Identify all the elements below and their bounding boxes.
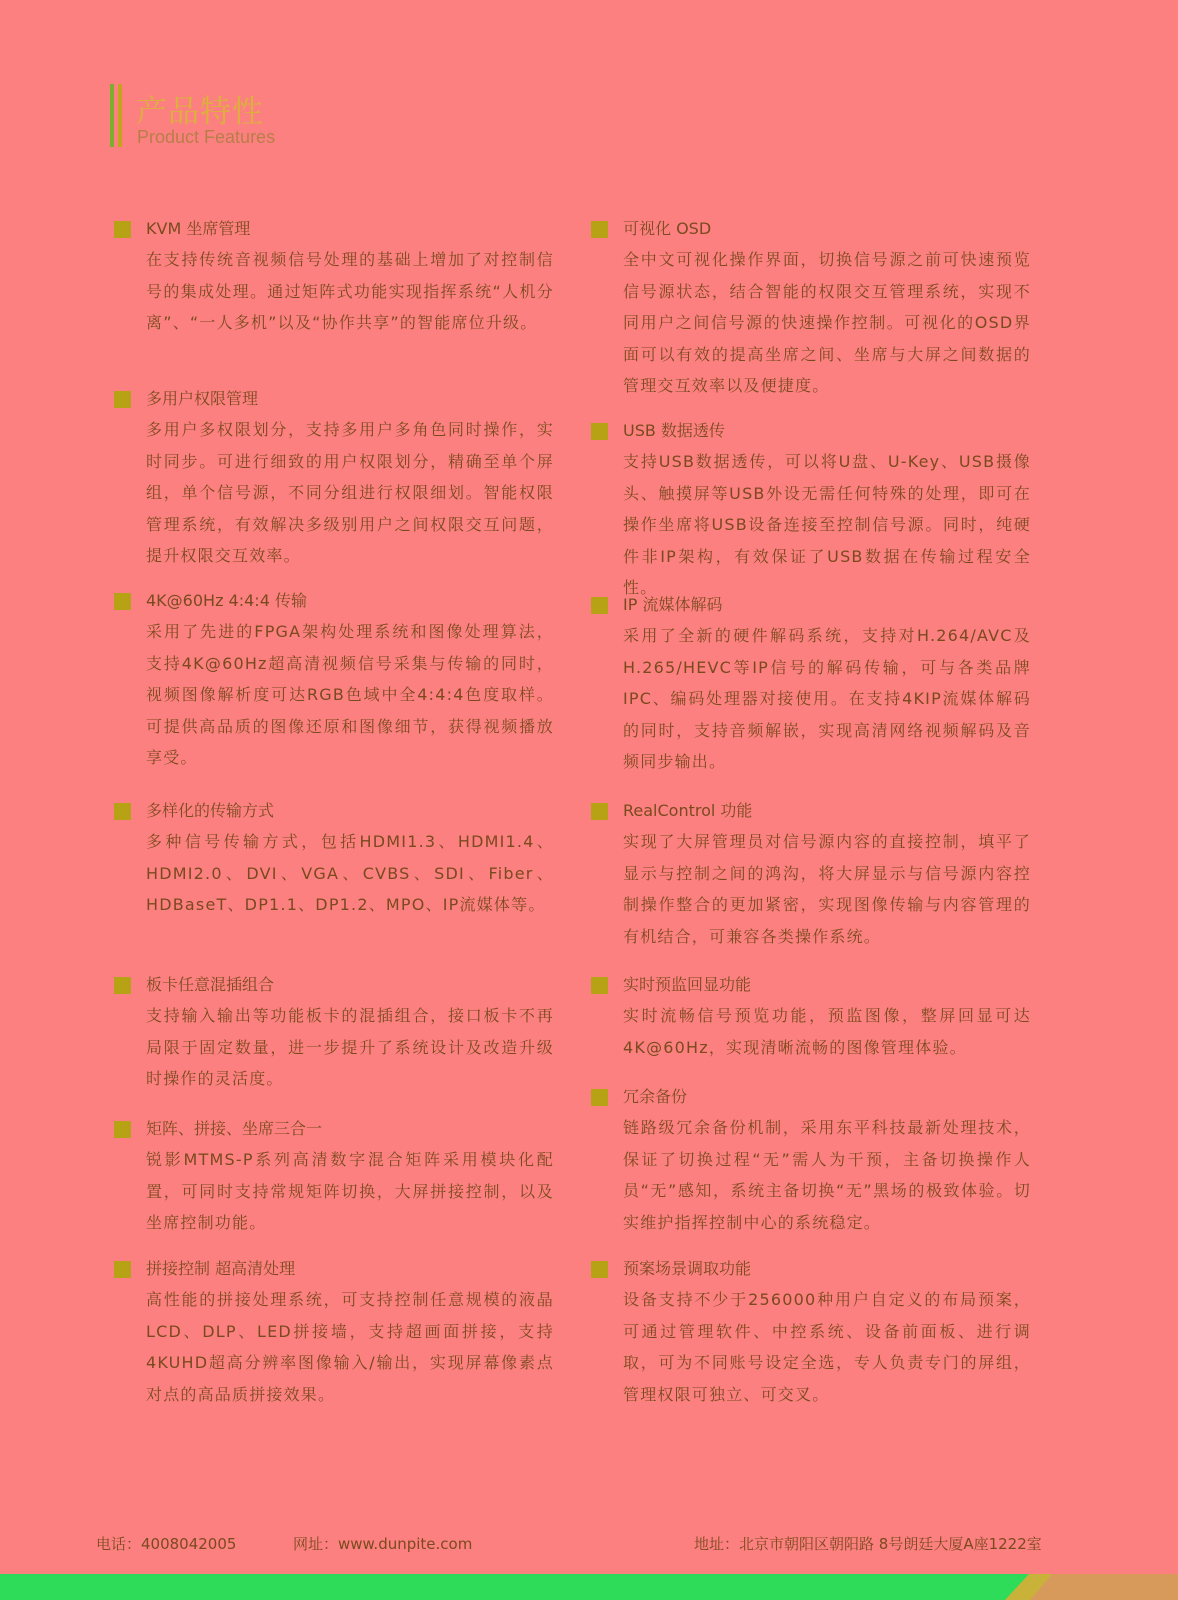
feature-title: 多用户权限管理 [146, 389, 259, 408]
feature-scene-presets [591, 1254, 1031, 1410]
feature-title: 冗余备份 [623, 1087, 688, 1106]
feature-splicing-control [114, 1254, 554, 1410]
feature-description: 实时流畅信号预览功能，预监图像，整屏回显可达4K@60Hz，实现清晰流畅的图像管理体验。 [623, 1006, 1031, 1057]
bottom-accent-stripe-secondary [1030, 1574, 1178, 1600]
bullet-square-icon [114, 803, 131, 820]
feature-title: KVM 坐席管理 [146, 219, 251, 238]
feature-title: 可视化 OSD [623, 219, 712, 238]
feature-description: 链路级冗余备份机制，采用东平科技最新处理技术，保证了切换过程“无”需人为干预，主备切换操作人员“无”感知，系统主备切换“无”黑场的极致体验。切实维护指挥控制中心的系统稳定。 [623, 1118, 1031, 1232]
bullet-square-icon [114, 593, 131, 610]
feature-three-in-one [114, 1114, 554, 1239]
feature-multi-user-permissions [114, 384, 554, 572]
feature-description: 在支持传统音视频信号处理的基础上增加了对控制信号的集成处理。通过矩阵式功能实现指挥系统“人机分离”、“一人多机”以及“协作共享”的智能席位升级。 [146, 250, 554, 332]
feature-redundant-backup [591, 1082, 1031, 1238]
bullet-square-icon [114, 1121, 131, 1138]
bullet-square-icon [591, 977, 608, 994]
feature-title: 矩阵、拼接、坐席三合一 [146, 1119, 323, 1138]
bullet-square-icon [114, 221, 131, 238]
header-accent-bar [110, 84, 114, 147]
feature-description: 采用了全新的硬件解码系统，支持对H.264/AVC及H.265/HEVC等IP信号的解码传输，可与各类品牌IPC、编码处理器对接使用。在支持4KIP流媒体解码的同时，支持音频解嵌，实现高清网络视频解码及音频同步输出。 [623, 626, 1031, 771]
feature-ip-stream-decoding [591, 590, 1031, 778]
feature-description: 支持USB数据透传，可以将U盘、U-Key、USB摄像头、触摸屏等USB外设无需任何特殊的处理，即可在操作坐席将USB设备连接至控制信号源。同时，纯硬件非IP架构，有效保证了USB数据在传输过程安全性。 [623, 452, 1031, 597]
feature-description: 采用了先进的FPGA架构处理系统和图像处理算法，支持4K@60Hz超高清视频信号采集与传输的同时，视频图像解析度可达RGB色域中全4:4:4色度取样。可提供高品质的图像还原和图像细节，获得视频播放享受。 [146, 622, 554, 767]
feature-description: 实现了大屏管理员对信号源内容的直接控制，填平了显示与控制之间的鸿沟，将大屏显示与信号源内容控制操作整合的更加紧密，实现图像传输与内容管理的有机结合，可兼容各类操作系统。 [623, 832, 1031, 946]
feature-description: 高性能的拼接处理系统，可支持控制任意规模的液晶LCD、DLP、LED拼接墙，支持超画面拼接，支持4KUHD超高分辨率图像输入/输出，实现屏幕像素点对点的高品质拼接效果。 [146, 1290, 554, 1404]
bullet-square-icon [591, 423, 608, 440]
feature-transmission-modes [114, 796, 554, 921]
feature-description: 多种信号传输方式，包括HDMI1.3、HDMI1.4、HDMI2.0、DVI、VGA、CVBS、SDI、Fiber、HDBaseT、DP1.1、DP1.2、MPO、IP流媒体等。 [146, 832, 554, 914]
bullet-square-icon [591, 1261, 608, 1278]
feature-title: 实时预监回显功能 [623, 975, 752, 994]
feature-title: IP 流媒体解码 [623, 595, 723, 614]
feature-4k-transmission [114, 586, 554, 774]
feature-description: 锐影MTMS-P系列高清数字混合矩阵采用模块化配置，可同时支持常规矩阵切换，大屏拼接控制，以及坐席控制功能。 [146, 1150, 554, 1232]
bullet-square-icon [591, 803, 608, 820]
feature-realtime-preview [591, 970, 1031, 1063]
feature-realcontrol [591, 796, 1031, 952]
feature-description: 设备支持不少于256000种用户自定义的布局预案，可通过管理软件、中控系统、设备前面板、进行调取，可为不同账号设定全选，专人负责专门的屏组，管理权限可独立、可交叉。 [623, 1290, 1031, 1404]
feature-title: USB 数据透传 [623, 421, 725, 440]
footer-website[interactable]: 网址：www.dunpite.com [293, 1535, 473, 1553]
bullet-square-icon [114, 391, 131, 408]
feature-title: 多样化的传输方式 [146, 801, 275, 820]
feature-title: 4K@60Hz 4:4:4 传输 [146, 591, 307, 610]
feature-description: 支持输入输出等功能板卡的混插组合，接口板卡不再局限于固定数量，进一步提升了系统设计及改造升级时操作的灵活度。 [146, 1006, 554, 1088]
footer-phone: 电话：4008042005 [96, 1535, 237, 1553]
feature-description: 多用户多权限划分，支持多用户多角色同时操作，实时同步。可进行细致的用户权限划分，精确至单个屏组，单个信号源，不同分组进行权限细划。智能权限管理系统，有效解决多级别用户之间权限交互问题，提升权限交互效率。 [146, 420, 554, 565]
bullet-square-icon [591, 221, 608, 238]
page-title: 产品特性 [136, 94, 264, 130]
feature-title: 预案场景调取功能 [623, 1259, 752, 1278]
bottom-color-bar [0, 1574, 1178, 1600]
feature-title: 拼接控制 超高清处理 [146, 1259, 296, 1278]
bullet-square-icon [591, 597, 608, 614]
footer-address: 地址：北京市朝阳区朝阳路 8号朗廷大厦A座1222室 [694, 1535, 1042, 1553]
bullet-square-icon [114, 977, 131, 994]
feature-kvm [114, 214, 554, 339]
feature-usb-passthrough [591, 416, 1031, 604]
bullet-square-icon [591, 1089, 608, 1106]
header-accent-bar-secondary [118, 84, 122, 147]
bullet-square-icon [114, 1261, 131, 1278]
feature-title: RealControl 功能 [623, 801, 753, 820]
page-subtitle: Product Features [137, 127, 276, 147]
feature-description: 全中文可视化操作界面，切换信号源之前可快速预览信号源状态，结合智能的权限交互管理系统，实现不同用户之间信号源的快速操作控制。可视化的OSD界面可以有效的提高坐席之间、坐席与大屏之间数据的管理交互效率以及便捷度。 [623, 250, 1031, 395]
feature-mixed-boards [114, 970, 554, 1095]
feature-title: 板卡任意混插组合 [146, 975, 275, 994]
feature-visual-osd [591, 214, 1031, 402]
